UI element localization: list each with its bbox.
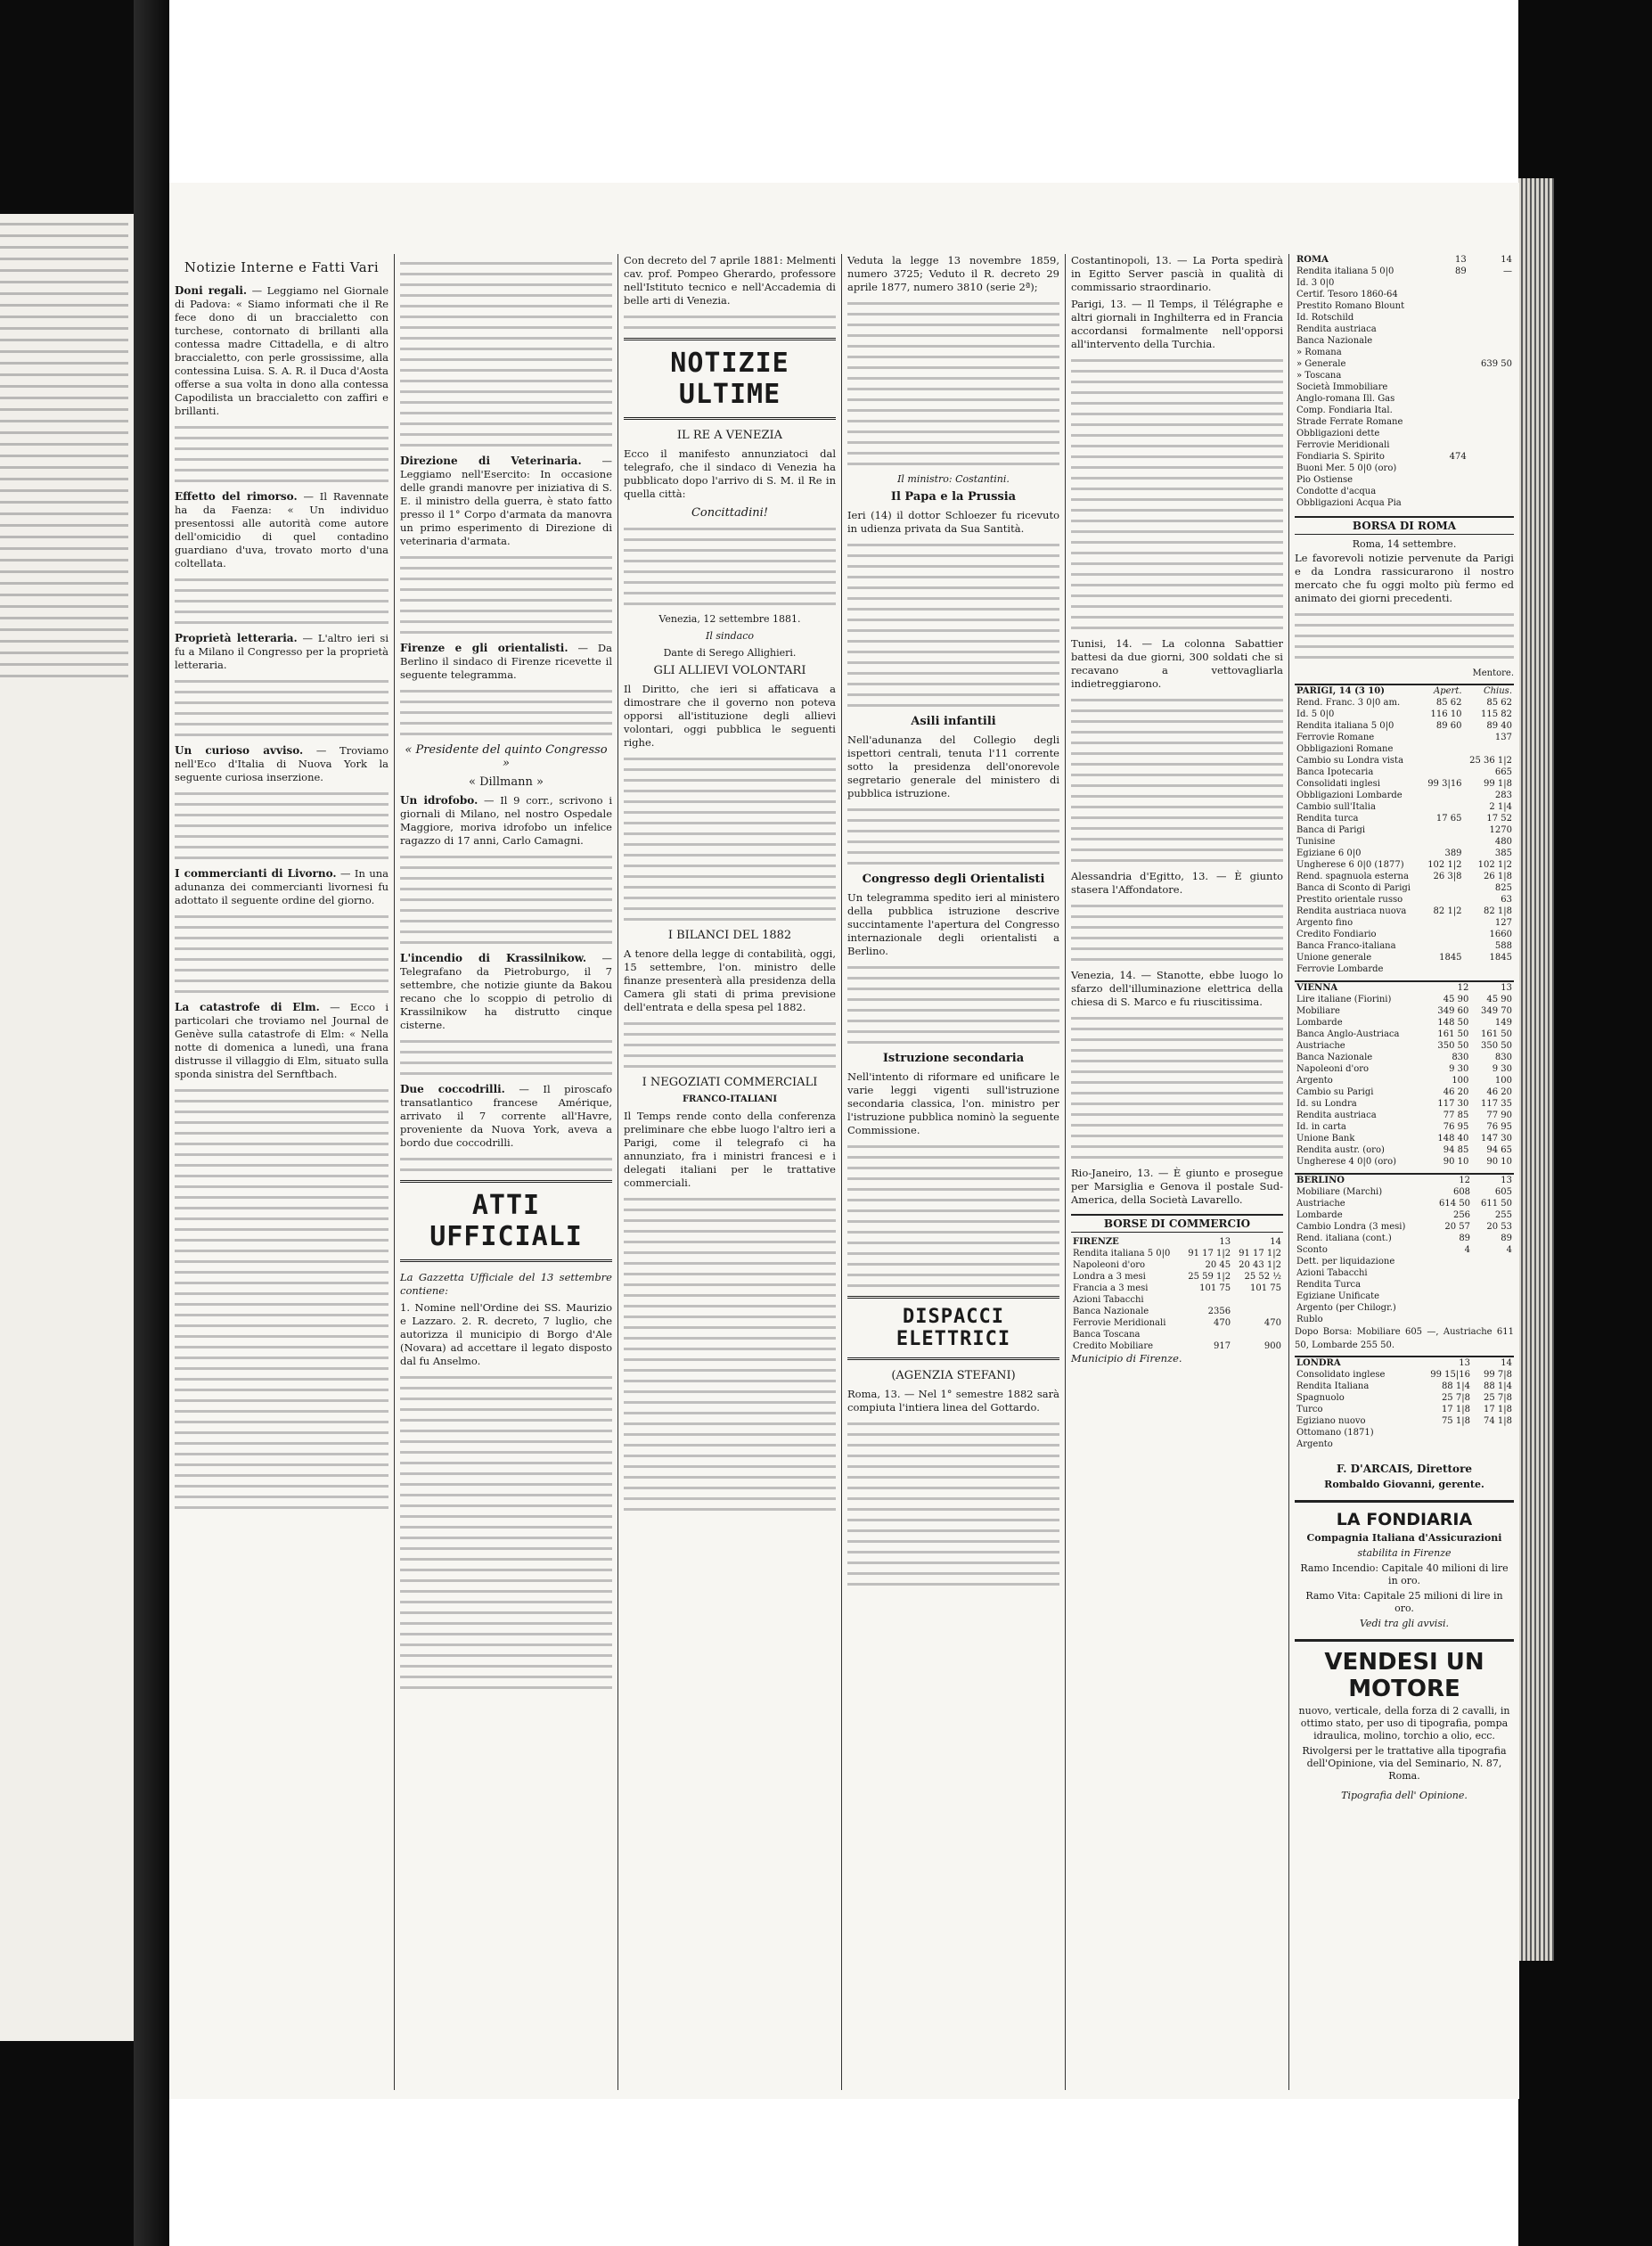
article-title: Firenze e gli orientalisti. — [400, 642, 568, 654]
table-row: Consolidati inglesi 99 3|16 99 1|8 — [1296, 779, 1512, 789]
roma-dispatch: Roma, 13. — Nel 1° semestre 1882 sarà compiuta l'intiera linea del Gottardo. — [847, 1388, 1059, 1414]
legge-text: Veduta la legge 13 novembre 1859, numero 3725; Veduto il R. decreto 29 aprile 1877, numero 3810 (serie 2ª); — [847, 254, 1059, 293]
table-row: Unione generale 1845 1845 — [1296, 953, 1512, 963]
table-row: Ferrovie Meridionali — [1296, 440, 1390, 450]
table-row: Banca Nazionale 2356 — [1073, 1307, 1231, 1316]
atti-body: 1. Nomine nell'Ordine dei SS. Maurizio e Lazzaro. 2. R. decreto, 7 luglio, che autorizza il municipio di Borgo d'Ale (Novara) ad accettare il legato disposto dal fu Anselmo. — [400, 1301, 612, 1367]
table-row: Austriache 350 50 350 50 — [1296, 1041, 1512, 1051]
table-row: Azioni Tabacchi — [1073, 1295, 1144, 1305]
atti-intro: La Gazzetta Ufficiale del 13 settembre contiene: — [400, 1271, 612, 1297]
column-6 — [1289, 254, 1519, 2090]
article-title: I commercianti di Livorno. — [175, 867, 337, 880]
page-edge-stack — [1518, 178, 1554, 1961]
table-row: Banca Nazionale 830 830 — [1296, 1053, 1512, 1062]
asili-text: Nell'adunanza del Collegio degli ispettori centrali, tenuta l'11 corrente sotto la presidenza dell'onorevole segretario generale del ministero di pubblica istruzione. — [847, 734, 1059, 799]
istruzione-text: Nell'intento di riformare ed unificare le varie leggi vigenti sull'istruzione secondaria classica, l'on. ministro per l'istruzione pubblica nominò la seguente Commissione. — [847, 1070, 1059, 1136]
table-row: Rendita italiana 5 0|0 89 60 89 40 — [1296, 721, 1512, 731]
table-row: Id. in carta 76 95 76 95 — [1296, 1122, 1512, 1132]
article-proprieta — [175, 632, 388, 672]
table-row: Napoleoni d'oro 20 45 20 43 1|2 — [1073, 1260, 1281, 1270]
tipografia-line: Tipografia dell' Opinione. — [1341, 1790, 1468, 1801]
dispatch-rio: Rio-Janeiro, 13. — È giunto e prosegue per Marsiglia e Genova il postale Sud-America, della Società Lavarello. — [1071, 1167, 1283, 1206]
article-title: Proprietà letteraria. — [175, 632, 298, 644]
sindaco-label: Il sindaco — [706, 630, 754, 642]
article-coccodrilli — [400, 1083, 612, 1150]
article-body: — Troviamo nell'Eco d'Italia di Nuova York la seguente curiosa inserzione. — [175, 744, 388, 783]
fondiaria-incendio: Ramo Incendio: Capitale 40 milioni di lire in oro. — [1300, 1562, 1509, 1586]
re-venezia-text: Ecco il manifesto annunziatoci dal telegrafo, che il sindaco di Venezia ha pubblicato dopo l'arrivo di S. M. il Re in quella città: — [624, 447, 836, 500]
table-row: Tunisine 480 — [1296, 837, 1512, 847]
article-title: L'incendio di Krassilnikow. — [400, 952, 587, 964]
table-row: Ferrovie Romane 137 — [1296, 733, 1512, 742]
table-row: Azioni Tabacchi — [1296, 1268, 1368, 1278]
table-row: Turco 17 1|8 17 1|8 — [1296, 1405, 1512, 1414]
column-1 — [169, 254, 394, 2090]
istruzione-title: Istruzione secondaria — [882, 1052, 1025, 1065]
papa-title: Il Papa e la Prussia — [890, 490, 1017, 504]
table-row: Banca Anglo-Austriaca 161 50 161 50 — [1296, 1029, 1512, 1039]
article-title: Direzione di Veterinaria. — [400, 455, 582, 467]
roma-heading: ROMA — [1296, 255, 1329, 265]
article-doni — [175, 284, 388, 418]
table-row: Rendita austriaca nuova 82 1|2 82 1|8 — [1296, 906, 1512, 916]
table-row: Rendita austr. (oro) 94 85 94 65 — [1296, 1145, 1512, 1155]
firenze-heading: FIRENZE — [1073, 1237, 1119, 1247]
article-curioso — [175, 744, 388, 784]
article-body: — Il Ravennate ha da Faenza: « Un individuo presentossi alle autorità come autore dell'omicidio di quel contadino guardiano d'uva, trovato morto d'una coltellata. — [175, 490, 388, 570]
table-row: Argento fino 127 — [1296, 918, 1512, 928]
presidente-line: « Presidente del quinto Congresso » — [405, 743, 608, 770]
vienna-heading: VIENNA — [1296, 983, 1338, 993]
table-row: Spagnuolo 25 7|8 25 7|8 — [1296, 1393, 1512, 1403]
congresso-text: Un telegramma spedito ieri al ministero della pubblica istruzione descrive succintamente l'apertura del Congresso internazionale degli orientalisti a Berlino. — [847, 891, 1059, 957]
re-venezia-title: IL RE A VENEZIA — [676, 429, 783, 442]
table-row: Londra a 3 mesi 25 59 1|2 25 52 ½ — [1073, 1272, 1281, 1282]
table-row: Dett. per liquidazione — [1296, 1257, 1395, 1266]
table-row: » Generale 639 50 — [1296, 359, 1512, 369]
table-row: Società Immobiliare — [1296, 382, 1388, 392]
vienna-market-table: VIENNA 12 13 Lire italiane (Fiorini) 45 90 45 90 Mobiliare 349 60 349 70 Lombarde 148 50 149 Banca Anglo-Austriaca 161 50 161 50 Austriache 350 50 350 50 Banca Nazionale 830 830 Napoleoni d'oro 9 30 9 30 Argento 100 100 Cambio su Parigi 46 20 46 20 Id. su Londra 117 30 117 35 Rendita austriaca 77 85 77 90 Id. in carta 76 95 76 95 Unione Bank 148 40 147 30 Rendita austr. (oro) 94 85 94 65 Ungherese 4 0|0 (oro) 90 10 90 10 — [1295, 980, 1514, 1168]
book-gutter — [134, 0, 169, 2246]
table-row: Rend. Franc. 3 0|0 am. 85 62 85 62 — [1296, 698, 1512, 708]
borsa-roma-heading: BORSA DI ROMA — [1295, 516, 1514, 535]
dispacci-subtitle: (AGENZIA STEFANI) — [891, 1369, 1016, 1382]
column-5 — [1066, 254, 1288, 2090]
table-row: Ferrovie Meridionali 470 470 — [1073, 1318, 1281, 1328]
column-4 — [842, 254, 1065, 2090]
table-row: Ferrovie Lombarde — [1296, 964, 1384, 974]
article-body: — Da Berlino il sindaco di Firenze ricevette il seguente telegramma. — [400, 642, 613, 681]
date-header: 13 — [1219, 1237, 1231, 1247]
table-row: Rendita italiana 5 0|0 91 17 1|2 91 17 1|2 — [1073, 1249, 1281, 1258]
motore-note: Rivolgersi per le trattative alla tipografia dell'Opinione, via del Seminario, N. 87, Roma. — [1302, 1745, 1507, 1782]
presidente-signature: « Dillmann » — [469, 775, 544, 789]
mentore-signature: Mentore. — [1472, 668, 1514, 678]
article-incendio — [400, 952, 612, 1032]
article-title: Un idrofobo. — [400, 794, 478, 807]
berlino-market-table: BERLINO 12 13 Mobiliare (Marchi) 608 605 Austriache 614 50 611 50 Lombarde 256 255 Cambio Londra (3 mesi) 20 57 20 53 Rend. italiana (cont.) 89 89 Sconto 4 4 Dett. per liquidazione Azioni Tabacchi Rendita Turca Egiziane Unificate Argento (per Chilogr.) Rublo — [1295, 1173, 1514, 1325]
table-row: Lire italiane (Fiorini) 45 90 45 90 — [1296, 995, 1512, 1004]
article-body: — Leggiamo nel Giornale di Padova: « Siamo informati che il Re fece dono di un braccialetto con turchese, contornato di brillanti alla contessa madre Cittadella, e di altro braccialetto, con perle grossissime, alla contessina Luisa. S. A. R. il Duca d'Aosta offerse a sua volta in dono alla contessa Capodilista un braccialetto con zaffiri e brillanti. — [175, 284, 389, 417]
table-row: Cambio Londra (3 mesi) 20 57 20 53 — [1296, 1222, 1512, 1232]
dopo-borsa: Dopo Borsa: Mobiliare 605 —, Austriache 611 50, Lombarde 255 50. — [1295, 1327, 1514, 1350]
date-header: 14 — [1270, 1237, 1281, 1247]
table-row: Id. su Londra 117 30 117 35 — [1296, 1099, 1512, 1109]
table-row: Austriache 614 50 611 50 — [1296, 1199, 1512, 1209]
table-row: Ottomano (1871) — [1296, 1428, 1374, 1438]
table-row: Certif. Tesoro 1860-64 — [1296, 290, 1398, 299]
table-row: Prestito orientale russo 63 — [1296, 895, 1512, 905]
table-row: Id. Rotschild — [1296, 313, 1354, 323]
table-row: Rendita austriaca — [1296, 324, 1377, 334]
table-row: Prestito Romano Blount — [1296, 301, 1405, 311]
article-body: — Ecco i particolari che troviamo nel Journal de Genève sulla catastrofe di Elm: « Nella notte di domenica a lunedì, una frana distrusse il villaggio di Elm, situato sulla sponda sinistra del Sernftbach. — [175, 1001, 388, 1080]
newspaper-page — [169, 183, 1519, 2099]
papa-text: Ieri (14) il dottor Schloezer fu ricevuto in udienza privata da Sua Santità. — [847, 509, 1059, 535]
article-firenze — [400, 642, 612, 682]
bilanci-title: I BILANCI DEL 1882 — [667, 929, 792, 942]
table-row: Comp. Fondiaria Ital. — [1296, 406, 1393, 415]
table-row: Fondiaria S. Spirito 474 — [1296, 452, 1467, 462]
firenze-market-table — [1071, 1236, 1283, 1352]
table-row: Banca Nazionale — [1296, 336, 1373, 346]
table-row: Rendita turca 17 65 17 52 — [1296, 814, 1512, 824]
table-row: Napoleoni d'oro 9 30 9 30 — [1296, 1064, 1512, 1074]
concittadini: Concittadini! — [691, 506, 769, 520]
article-title: Doni regali. — [175, 284, 248, 297]
table-row: » Toscana — [1296, 371, 1342, 381]
berlino-heading: BERLINO — [1296, 1176, 1345, 1185]
borse-heading: BORSE DI COMMERCIO — [1071, 1214, 1283, 1233]
table-row: Anglo-romana Ill. Gas — [1296, 394, 1395, 404]
article-commercianti — [175, 867, 388, 907]
parigi-market-table: PARIGI, 14 (3 10) Apert. Chius. Rend. Franc. 3 0|0 am. 85 62 85 62 Id. 5 0|0 116 10 115 82 Rendita italiana 5 0|0 89 60 89 40 Ferrovie Romane 137 Obbligazioni Romane Cambio su Londra vista 25 36 1|2 Banca Ipotecaria 665 Consolidati inglesi 99 3|16 99 1|8 Obbligazioni Lombarde 283 Cambio sull'Italia 2 1|4 Rendita turca 17 65 17 52 Banca di Parigi 1270 Tunisine 480 Egiziane 6 0|0 389 385 Ungherese 6 0|0 (1877) 102 1|2 102 1|2 Rend. spagnuola esterna 26 3|8 26 1|8 Banca di Sconto di Parigi 825 Prestito orientale russo 63 Rendita austriaca nuova 82 1|2 82 1|8 Argento fino 127 Credito Fondiario 1660 Banca Franco-italiana 588 Unione generale 1845 1845 Ferrovie Lombarde — [1295, 684, 1514, 975]
table-row: Mobiliare 349 60 349 70 — [1296, 1006, 1512, 1016]
table-row: Obbligazioni Lombarde 283 — [1296, 791, 1512, 800]
table-row: Egiziane Unificate — [1296, 1291, 1380, 1301]
dispatch-parigi: Parigi, 13. — Il Temps, il Télégraphe e altri giornali in Inghilterra ed in Francia accordansi formalmente nell'opporsi all'intervento della Turchia. — [1071, 298, 1283, 350]
allievi-text: Il Diritto, che ieri si affaticava a dimostrare che il governo non poteva opporsi all'istituzione degli allievi volontari, oggi pubblica le seguenti righe. — [624, 683, 836, 749]
allievi-title: GLI ALLIEVI VOLONTARI — [653, 664, 806, 677]
motore-text: nuovo, verticale, della forza di 2 cavalli, in ottimo stato, per uso di tipografia, pompa idraulica, molino, torchio a olio, ecc. — [1298, 1705, 1510, 1742]
londra-heading: LONDRA — [1296, 1358, 1341, 1368]
negoziati-subtitle: FRANCO-ITALIANI — [682, 1094, 778, 1104]
fondiaria-seat: stabilita in Firenze — [1357, 1547, 1452, 1559]
article-body: — Il 9 corr., scrivono i giornali di Milano, nel nostro Ospedale Maggiore, moriva idrofobo un infelice ragazzo di 17 anni, Carlo Camagni. — [400, 794, 613, 847]
table-row: Cambio sull'Italia 2 1|4 — [1296, 802, 1512, 812]
section-header: Notizie Interne e Fatti Vari — [184, 259, 380, 275]
table-row: Rend. italiana (cont.) 89 89 — [1296, 1234, 1512, 1243]
table-row: Banca Toscana — [1073, 1330, 1141, 1340]
table-row: Banca Franco-italiana 588 — [1296, 941, 1512, 951]
fondiaria-ad-title: LA FONDIARIA — [1295, 1500, 1514, 1529]
congresso-title: Congresso degli Orientalisti — [862, 873, 1045, 886]
column-3 — [618, 254, 841, 2090]
venezia-date: Venezia, 12 settembre 1881. — [658, 613, 801, 625]
table-row: Rendita austriaca 77 85 77 90 — [1296, 1111, 1512, 1120]
article-body: — Leggiamo nell'Esercito: In occasione delle grandi manovre per iniziativa di S. E. il ministro della guerra, è stato fatto presso il 1° Corpo d'armata da manovra un primo esperimento di Direzione di veterinaria d'armata. — [400, 455, 613, 547]
table-row: Pio Ostiense — [1296, 475, 1353, 485]
parigi-heading: PARIGI, 14 (3 10) — [1296, 686, 1385, 696]
table-row: Mobiliare (Marchi) 608 605 — [1296, 1187, 1512, 1197]
motore-ad-title: VENDESI UN MOTORE — [1295, 1639, 1514, 1702]
table-row: Cambio su Parigi 46 20 46 20 — [1296, 1087, 1512, 1097]
article-idrofobo — [400, 794, 612, 848]
negoziati-title: I NEGOZIATI COMMERCIALI — [642, 1076, 818, 1089]
table-row: Banca di Parigi 1270 — [1296, 825, 1512, 835]
bilanci-text: A tenore della legge di contabilità, oggi, 15 settembre, l'on. ministro delle finanze presenterà alla presidenza della Camera gli stati di prima previsione dell'entrata e della spesa pel 1882. — [624, 947, 836, 1013]
table-row: Argento 100 100 — [1296, 1076, 1512, 1086]
table-row: Strade Ferrate Romane — [1296, 417, 1403, 427]
table-row: Argento (per Chilogr.) — [1296, 1303, 1396, 1313]
negoziati-text: Il Temps rende conto della conferenza preliminare che ebbe luogo l'altro ieri a Parigi, come il telegrafo ci ha annunziato, fra i ministri francesi e i delegati italiani per le trattative commerciali. — [624, 1110, 836, 1189]
ministro-signature: Il ministro: Costantini. — [897, 473, 1010, 485]
table-row: Rend. spagnuola esterna 26 3|8 26 1|8 — [1296, 872, 1512, 881]
notizie-ultime-heading: NOTIZIE ULTIME — [624, 338, 836, 420]
table-row: Cambio su Londra vista 25 36 1|2 — [1296, 756, 1512, 766]
dispatch-alessandria: Alessandria d'Egitto, 13. — È giunto stasera l'Affondatore. — [1071, 870, 1283, 896]
table-row: Lombarde 148 50 149 — [1296, 1018, 1512, 1028]
table-row: Rendita Italiana 88 1|4 88 1|4 — [1296, 1381, 1512, 1391]
article-title: Effetto del rimorso. — [175, 490, 298, 503]
borsa-date: Roma, 14 settembre. — [1352, 538, 1457, 550]
table-row: Francia a 3 mesi 101 75 101 75 — [1073, 1283, 1281, 1293]
table-row: Buoni Mer. 5 0|0 (oro) — [1296, 463, 1397, 473]
dispatch-tunisi: Tunisi, 14. — La colonna Sabattier battesi da due giorni, 300 soldati che si recavano a vettovagliarla indietreggiarono. — [1071, 637, 1283, 690]
table-row: Credito Mobiliare 917 900 — [1073, 1341, 1281, 1351]
article-veterinaria — [400, 455, 612, 548]
table-row: Banca di Sconto di Parigi 825 — [1296, 883, 1512, 893]
table-row: Credito Fondiario 1660 — [1296, 930, 1512, 939]
table-row: Rendita Turca — [1296, 1280, 1362, 1290]
article-title: Due coccodrilli. — [400, 1083, 505, 1095]
direttore-line: F. D'ARCAIS, Direttore — [1336, 1463, 1473, 1475]
londra-market-table: LONDRA 13 14 Consolidato inglese 99 15|16 99 7|8 Rendita Italiana 88 1|4 88 1|4 Spagnuolo 25 7|8 25 7|8 Turco 17 1|8 17 1|8 Egiziano nuovo 75 1|8 74 1|8 Ottomano (1871) Argento — [1295, 1356, 1514, 1450]
table-row: Ungherese 4 0|0 (oro) 90 10 90 10 — [1296, 1157, 1512, 1167]
article-body: — Telegrafano da Pietroburgo, il 7 settembre, che notizie giunte da Bakou recano che lo scoppio di petrolio di Krassilnikow ha distrutto cinque cisterne. — [400, 952, 612, 1031]
previous-page-fragment — [0, 214, 134, 2041]
column-2 — [395, 254, 617, 2090]
table-row: Consolidato inglese 99 15|16 99 7|8 — [1296, 1370, 1512, 1380]
roma-market-table: ROMA 13 14 Rendita italiana 5 0|0 89 — Id. 3 0|0 Certif. Tesoro 1860-64 Prestito Romano Blount Id. Rotschild Rendita austriaca Banca Nazionale » Romana » Generale 639 50 » Toscana Società Immobiliare Anglo-romana Ill. Gas Comp. Fondiaria Ital. Strade Ferrate Romane Obbligazioni dette Ferrovie Meridionali Fondiaria S. Spirito 474 Buoni Mer. 5 0|0 (oro) Pio Ostiense Condotte d'acqua Obbligazioni Acqua Pia — [1296, 255, 1512, 508]
article-body: — In una adunanza dei commercianti livornesi fu adottato il seguente ordine del giorno. — [175, 867, 388, 906]
article-body: — Il piroscafo transatlantico francese Amérique, arrivato il 7 corrente all'Havre, proveniente da Nuova York, aveva a bordo due coccodrilli. — [400, 1083, 613, 1149]
table-row: Sconto 4 4 — [1296, 1245, 1512, 1255]
article-body: — L'altro ieri si fu a Milano il Congresso per la proprietà letteraria. — [175, 632, 388, 671]
dispatch-venezia: Venezia, 14. — Stanotte, ebbe luogo lo sfarzo dell'illuminazione elettrica della chiesa di S. Marco e fu riuscitissima. — [1071, 969, 1283, 1008]
article-title: Un curioso avviso. — [175, 744, 304, 757]
municipio-line: Municipio di Firenze. — [1071, 1352, 1182, 1365]
table-row: Obbligazioni Acqua Pia — [1296, 498, 1402, 508]
asili-title: Asili infantili — [911, 715, 996, 728]
table-row: Obbligazioni Romane — [1296, 744, 1394, 754]
article-effetto — [175, 490, 388, 570]
fondiaria-avvisi: Vedi tra gli avvisi. — [1360, 1618, 1449, 1629]
table-row: Argento — [1296, 1439, 1333, 1449]
table-row: Banca Ipotecaria 665 — [1296, 767, 1512, 777]
table-row: » Romana — [1296, 348, 1342, 357]
sindaco-name: Dante di Serego Allighieri. — [663, 647, 797, 659]
atti-ufficiali-heading: ATTI UFFICIALI — [400, 1180, 612, 1262]
article-catastrofe — [175, 1001, 388, 1081]
table-row: Obbligazioni dette — [1296, 429, 1380, 439]
table-row: Condotte d'acqua — [1296, 487, 1377, 496]
table-row: Rublo — [1296, 1315, 1323, 1324]
table-row: Id. 3 0|0 — [1296, 278, 1335, 288]
gerente-line: Rombaldo Giovanni, gerente. — [1324, 1479, 1484, 1490]
table-row: Lombarde 256 255 — [1296, 1210, 1512, 1220]
fondiaria-vita: Ramo Vita: Capitale 25 milioni di lire in oro. — [1305, 1590, 1503, 1614]
table-row: Egiziano nuovo 75 1|8 74 1|8 — [1296, 1416, 1512, 1426]
article-title: La catastrofe di Elm. — [175, 1001, 320, 1013]
fondiaria-subtitle: Compagnia Italiana d'Assicurazioni — [1306, 1532, 1502, 1544]
table-row: Id. 5 0|0 116 10 115 82 — [1296, 709, 1512, 719]
dispacci-heading: DISPACCI ELETTRICI — [847, 1296, 1059, 1360]
table-row: Ungherese 6 0|0 (1877) 102 1|2 102 1|2 — [1296, 860, 1512, 870]
table-row: Unione Bank 148 40 147 30 — [1296, 1134, 1512, 1143]
dispatch-costantinopoli: Costantinopoli, 13. — La Porta spedirà in Egitto Server pascià in qualità di commissario straordinario. — [1071, 254, 1283, 293]
table-row: Egiziane 6 0|0 389 385 — [1296, 848, 1512, 858]
decreto-text: Con decreto del 7 aprile 1881: Melmenti cav. prof. Pompeo Gherardo, professore nell'Istituto tecnico e nell'Accademia di belle arti di Venezia. — [624, 254, 836, 307]
borsa-text: Le favorevoli notizie pervenute da Parigi e da Londra rassicurarono il nostro mercato che fu oggi molto più fermo ed animato dei giorni precedenti. — [1295, 552, 1514, 604]
table-row: Rendita italiana 5 0|0 89 — — [1296, 266, 1512, 276]
